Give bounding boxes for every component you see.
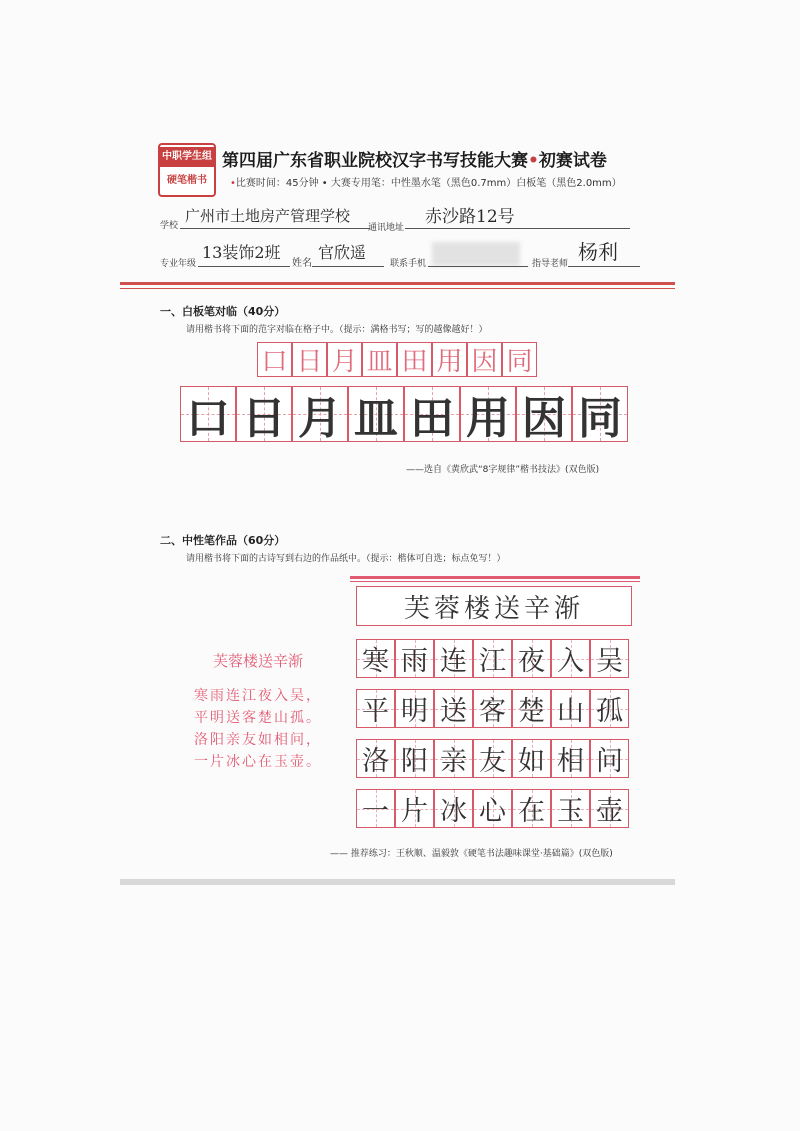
work-cell[interactable] xyxy=(395,739,434,778)
work-row xyxy=(356,739,629,778)
name-field[interactable]: 官欣遥 xyxy=(318,243,367,262)
work-char: 冰 xyxy=(440,796,467,827)
work-cell[interactable] xyxy=(434,789,473,828)
work-char: 在 xyxy=(518,796,545,827)
work-char: 寒 xyxy=(362,646,389,677)
work-cell[interactable] xyxy=(551,739,590,778)
written-char: 口 xyxy=(186,393,230,444)
section2-title: 二、中性笔作品（60分） xyxy=(160,534,286,547)
school-underline xyxy=(180,228,370,229)
work-title: 芙蓉楼送辛渐 xyxy=(403,593,584,624)
written-char: 田 xyxy=(410,393,454,444)
stamp-top-label: 中职学生组 xyxy=(160,147,214,167)
written-char: 月 xyxy=(298,393,342,444)
title-separator: • xyxy=(528,151,539,171)
work-char: 夜 xyxy=(518,646,545,677)
work-char: 如 xyxy=(518,746,545,777)
work-char: 问 xyxy=(596,746,623,777)
work-char: 江 xyxy=(479,646,506,677)
sample-char: 用 xyxy=(432,342,467,377)
work-cell[interactable] xyxy=(473,739,512,778)
name-label: 姓名 xyxy=(292,258,312,269)
work-cell[interactable] xyxy=(356,789,395,828)
work-top-band-thin xyxy=(350,581,640,582)
work-char: 平 xyxy=(362,696,389,727)
grade-underline xyxy=(198,266,290,267)
sample-characters xyxy=(257,342,537,377)
teacher-label: 指导老师 xyxy=(532,259,569,269)
phone-label: 联系手机 xyxy=(390,259,427,269)
writing-grid-cell[interactable] xyxy=(516,386,572,442)
exam-title-suffix: 初赛试卷 xyxy=(538,151,607,171)
poem-line: 一片冰心在玉壶。 xyxy=(194,754,322,770)
sample-char: 同 xyxy=(502,342,537,377)
written-char: 因 xyxy=(522,393,566,444)
work-char: 阳 xyxy=(401,746,428,777)
writing-grid-row xyxy=(180,386,628,442)
poem-line: 寒雨连江夜入吴， xyxy=(194,688,322,704)
model-poem xyxy=(168,650,348,773)
work-char: 孤 xyxy=(596,696,623,727)
grade-field[interactable]: 13装饰2班 xyxy=(202,243,281,262)
work-cell[interactable] xyxy=(434,739,473,778)
written-char: 同 xyxy=(578,393,622,444)
poem-title: 芙蓉楼送辛渐 xyxy=(212,652,303,670)
address-field[interactable]: 赤沙路12号 xyxy=(425,207,515,227)
teacher-field[interactable]: 杨利 xyxy=(578,240,618,264)
work-char: 连 xyxy=(440,646,467,677)
work-cell[interactable] xyxy=(551,689,590,728)
work-cell[interactable] xyxy=(551,789,590,828)
exam-title xyxy=(222,146,607,171)
work-cell[interactable] xyxy=(356,639,395,678)
work-cell[interactable] xyxy=(473,639,512,678)
work-row xyxy=(356,689,629,728)
sample-char: 皿 xyxy=(362,342,397,377)
address-underline xyxy=(405,228,630,229)
exam-subtitle xyxy=(230,174,622,189)
header-divider xyxy=(120,282,675,285)
work-char: 相 xyxy=(557,746,584,777)
stamp-bottom-label: 硬笔楷书 xyxy=(167,175,207,186)
section1-source: ——选自《黄欣武“8字规律”楷书技法》(双色版) xyxy=(406,465,600,475)
writing-grid-cell[interactable] xyxy=(572,386,628,442)
sample-char: 月 xyxy=(327,342,362,377)
writing-grid-cell[interactable] xyxy=(180,386,236,442)
work-cell[interactable] xyxy=(473,789,512,828)
work-cell[interactable] xyxy=(590,639,629,678)
work-cell[interactable] xyxy=(473,689,512,728)
work-cell[interactable] xyxy=(590,739,629,778)
poem-line: 洛阳亲友如相问， xyxy=(194,732,322,748)
work-char: 入 xyxy=(557,646,584,677)
teacher-underline xyxy=(568,266,640,267)
work-char: 片 xyxy=(401,796,428,827)
work-char: 吴 xyxy=(596,646,623,677)
writing-grid-cell[interactable] xyxy=(404,386,460,442)
work-char: 玉 xyxy=(557,796,584,827)
work-char: 楚 xyxy=(518,696,545,727)
written-char: 日 xyxy=(242,393,286,444)
work-char: 客 xyxy=(479,696,506,727)
sample-char: 口 xyxy=(257,342,292,377)
school-field[interactable]: 广州市土地房产管理学校 xyxy=(185,207,351,225)
writing-grid-cell[interactable] xyxy=(236,386,292,442)
work-cell[interactable] xyxy=(356,689,395,728)
work-cell[interactable] xyxy=(512,739,551,778)
work-char: 友 xyxy=(479,746,506,777)
grade-label: 专业年级 xyxy=(160,259,197,269)
work-char: 雨 xyxy=(401,646,428,677)
address-label: 通讯地址 xyxy=(368,223,405,233)
work-cell[interactable] xyxy=(590,689,629,728)
work-top-band xyxy=(350,576,640,579)
phone-field-redacted[interactable] xyxy=(432,242,520,266)
work-cell[interactable] xyxy=(590,789,629,828)
written-char: 皿 xyxy=(354,393,398,444)
category-stamp xyxy=(158,143,216,197)
exam-title-main: 第四届广东省职业院校汉字书写技能大赛 xyxy=(222,151,528,171)
work-row xyxy=(356,789,629,828)
section2-source: —— 推荐练习：王秋顺、温毅敦《硬笔书法趣味课堂·基础篇》(双色版) xyxy=(330,849,613,859)
section2-instruction: 请用楷书将下面的古诗写到右边的作品纸中。（提示：楷体可自选；标点免写！） xyxy=(186,554,506,564)
name-underline xyxy=(312,266,384,267)
work-title-box[interactable] xyxy=(356,586,632,626)
sample-char: 日 xyxy=(292,342,327,377)
header-divider-thin xyxy=(120,288,675,289)
section1-instruction: 请用楷书将下面的范字对临在格子中。（提示：满格书写；写的越像越好！） xyxy=(186,325,488,335)
work-cell[interactable] xyxy=(356,739,395,778)
work-cell[interactable] xyxy=(434,689,473,728)
work-cell[interactable] xyxy=(512,789,551,828)
work-char: 心 xyxy=(479,796,506,827)
work-cell[interactable] xyxy=(395,639,434,678)
phone-underline xyxy=(428,266,528,267)
section1-title: 一、白板笔对临（40分） xyxy=(160,305,286,318)
work-paper xyxy=(350,576,640,838)
writing-grid-cell[interactable] xyxy=(460,386,516,442)
poem-line: 平明送客楚山孤。 xyxy=(194,710,322,726)
work-cell[interactable] xyxy=(551,639,590,678)
work-char: 山 xyxy=(557,696,584,727)
work-cell[interactable] xyxy=(395,789,434,828)
school-label: 学校 xyxy=(160,221,179,231)
work-cell[interactable] xyxy=(512,689,551,728)
work-cell[interactable] xyxy=(395,689,434,728)
work-cell[interactable] xyxy=(434,639,473,678)
work-char: 明 xyxy=(401,696,428,727)
work-row xyxy=(356,639,629,678)
work-char: 亲 xyxy=(440,746,467,777)
work-char: 一 xyxy=(362,796,389,827)
work-char: 送 xyxy=(440,696,467,727)
work-char: 洛 xyxy=(362,746,389,777)
exam-subtitle-text: 比赛时间：45分钟 • 大赛专用笔：中性墨水笔（黑色0.7mm）白板笔（黑色2.0mm） xyxy=(235,178,622,189)
footer-divider xyxy=(120,879,675,885)
work-cell[interactable] xyxy=(512,639,551,678)
writing-grid-cell[interactable] xyxy=(348,386,404,442)
work-char: 壶 xyxy=(596,796,623,827)
bullet-icon: • xyxy=(230,178,236,189)
sample-char: 田 xyxy=(397,342,432,377)
written-char: 用 xyxy=(466,393,510,444)
sample-char: 因 xyxy=(467,342,502,377)
writing-grid-cell[interactable] xyxy=(292,386,348,442)
